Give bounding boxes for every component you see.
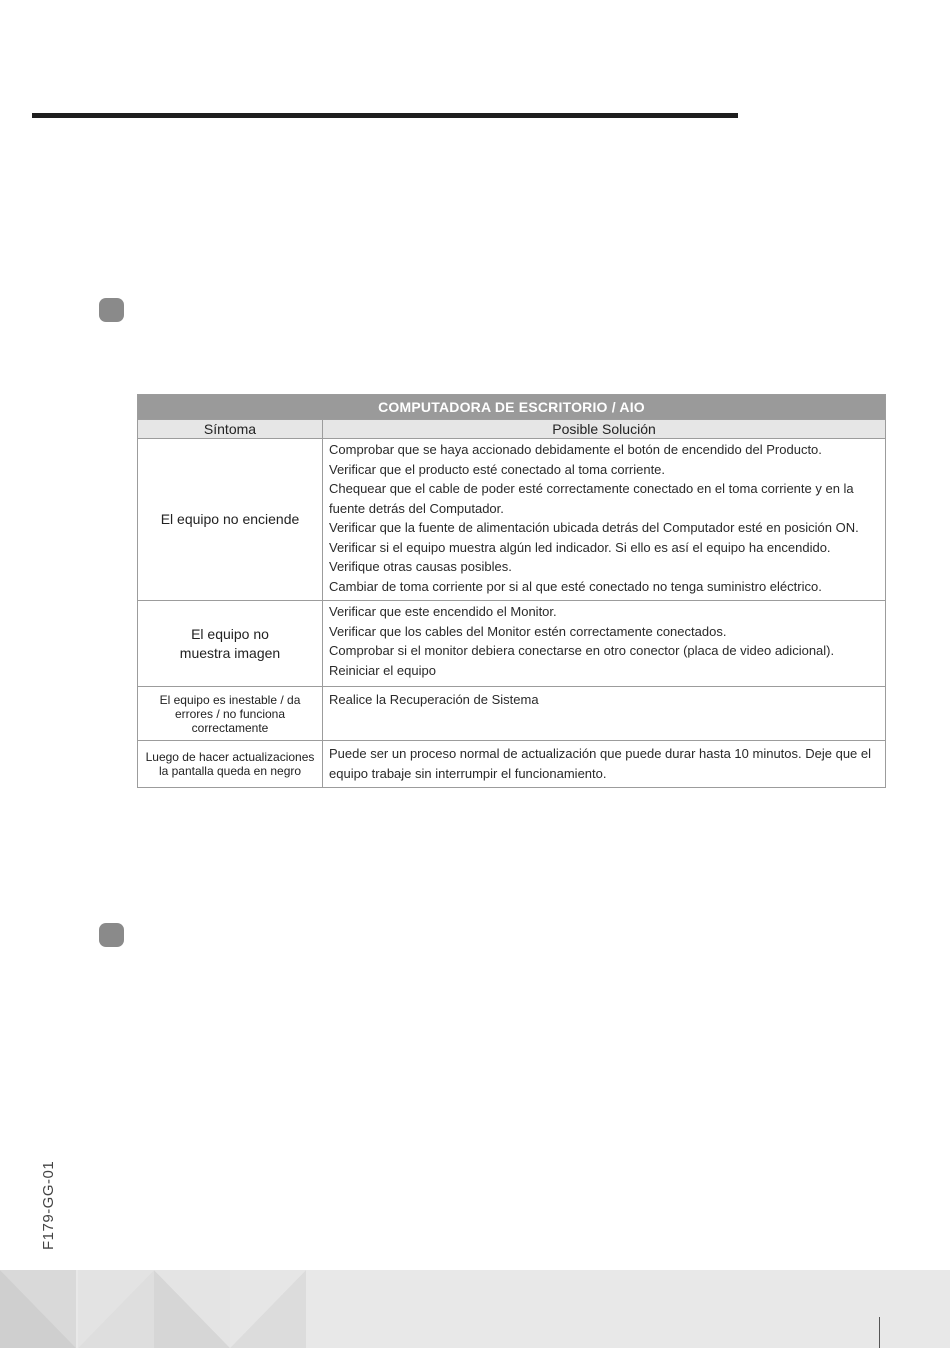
solution-cell	[323, 741, 886, 788]
solution-line: Realice la Recuperación de Sistema	[329, 692, 539, 707]
section-bullet-2	[99, 923, 124, 947]
solution-line: Comprobar que se haya accionado debidamente el botón de encendido del Producto.	[329, 442, 822, 457]
solution-line: Chequear que el cable de poder esté correctamente conectado en el toma corriente y en la fuente detrás del Computador.	[329, 481, 854, 516]
symptom-cell: El equipo es inestable / da errores / no funciona correctamente	[138, 687, 323, 741]
table-row	[138, 741, 886, 788]
solution-line: Reiniciar el equipo	[329, 662, 436, 678]
table-header-row	[138, 420, 886, 439]
solution-line: Cambiar de toma corriente por si al que esté conectado no tenga suministro eléctrico.	[329, 578, 822, 594]
footer-triangles-graphic	[0, 1270, 310, 1348]
table-row	[138, 687, 886, 741]
symptom-cell: Luego de hacer actualizaciones la pantalla queda en negro	[138, 741, 323, 788]
solution-line: Verificar que los cables del Monitor estén correctamente conectados.	[329, 623, 727, 639]
table-title-row	[138, 395, 886, 420]
page-number-separator	[879, 1317, 880, 1348]
solution-line: Comprobar si el monitor debiera conectarse en otro conector (placa de video adicional).	[329, 643, 835, 658]
solution-line: Verificar si el equipo muestra algún led indicador. Si ello es así el equipo ha encendido.	[329, 539, 831, 555]
solution-line: Verificar que este encendido el Monitor.	[329, 604, 557, 619]
solution-line: Puede ser un proceso normal de actualización que puede durar hasta 10 minutos. Deje que el equipo trabaje sin interrumpir el funcionamiento.	[329, 746, 872, 781]
column-header-solution: Posible Solución	[323, 420, 886, 439]
table-row	[138, 601, 886, 687]
troubleshooting-table	[137, 394, 886, 788]
solution-line: Verifique otras causas posibles.	[329, 559, 512, 574]
top-rule	[32, 113, 738, 118]
solution-line: Verificar que la fuente de alimentación ubicada detrás del Computador esté en posición ON.	[329, 520, 859, 535]
symptom-cell: El equipo no muestra imagen	[138, 601, 323, 687]
document-code: F179-GG-01	[40, 1160, 57, 1250]
solution-line: Verificar que el producto esté conectado al toma corriente.	[329, 461, 666, 477]
solution-cell	[323, 601, 886, 687]
symptom-cell: El equipo no enciende	[138, 439, 323, 601]
solution-cell	[323, 687, 886, 741]
column-header-symptom: Síntoma	[138, 420, 323, 439]
footer-band	[0, 1270, 950, 1348]
table-title: COMPUTADORA DE ESCRITORIO / AIO	[138, 395, 886, 420]
solution-cell	[323, 439, 886, 601]
table-row	[138, 439, 886, 601]
section-bullet-1	[99, 298, 124, 322]
